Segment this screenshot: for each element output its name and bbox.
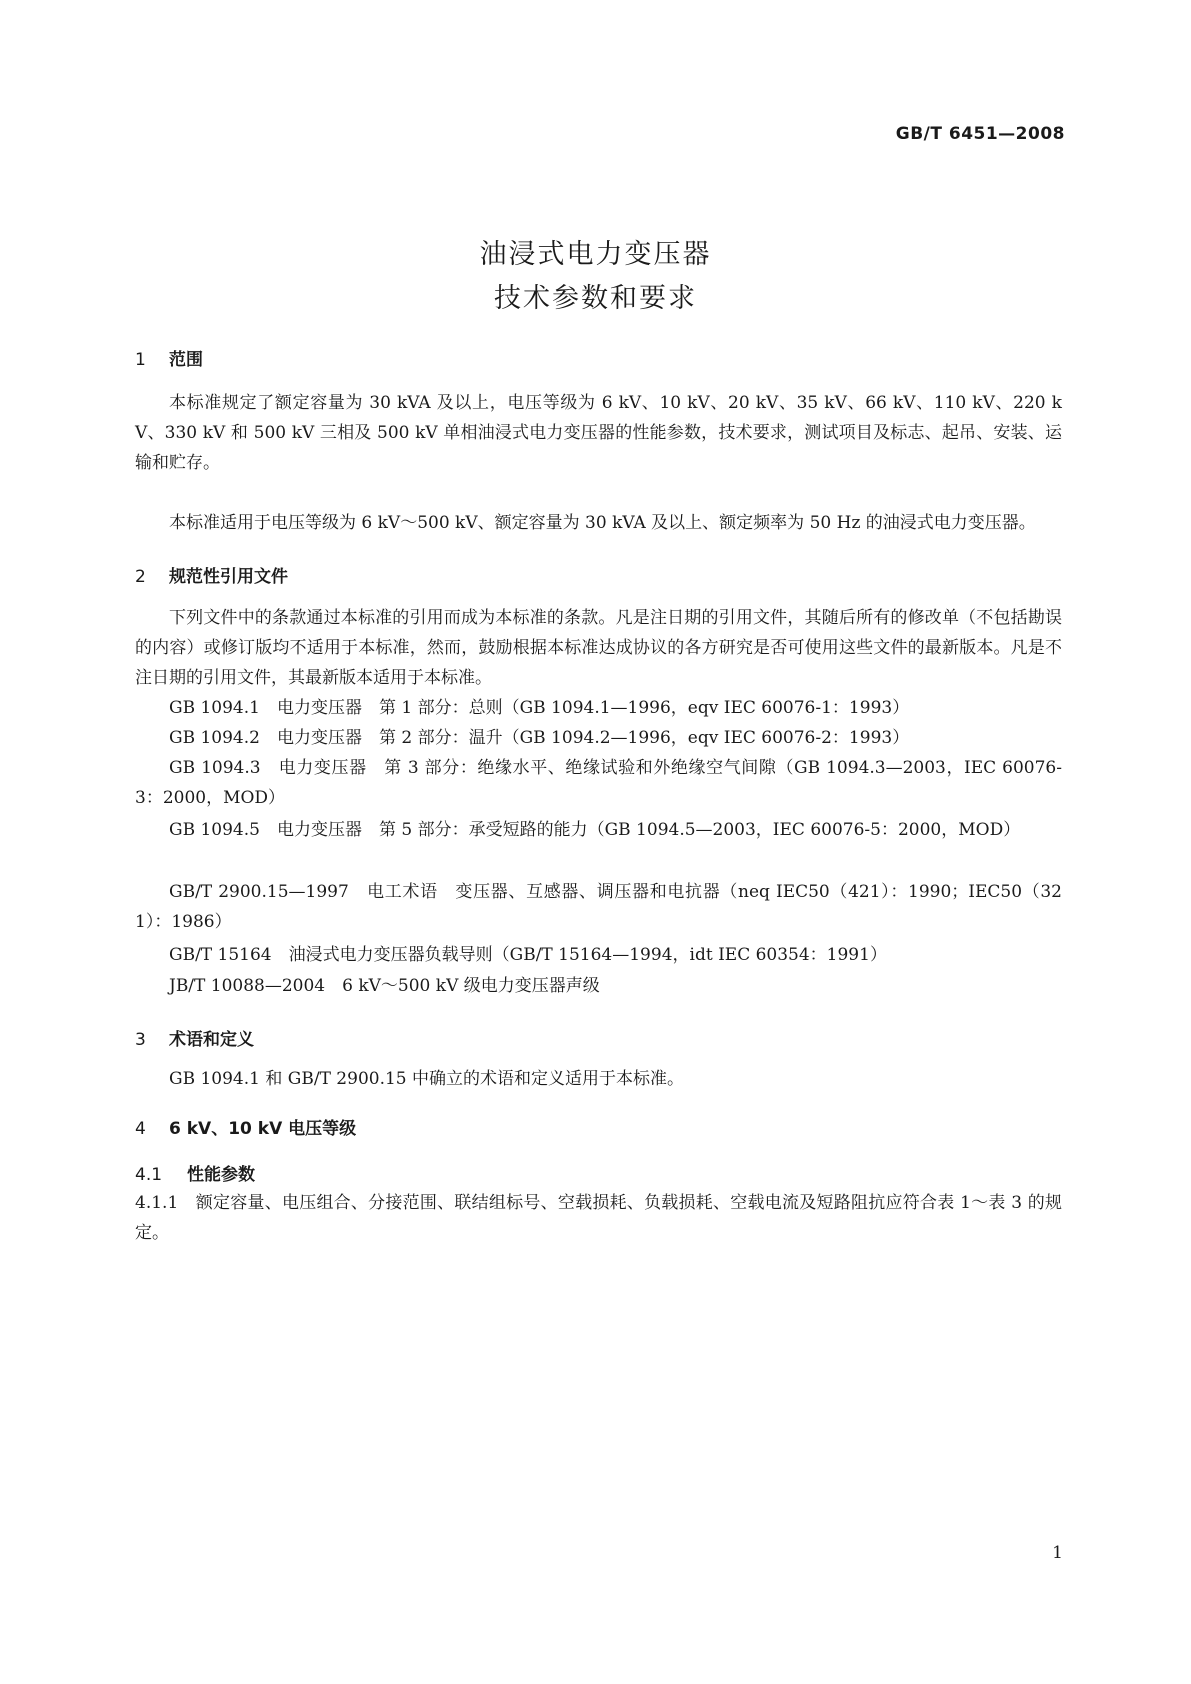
section-1-heading: [135, 345, 203, 370]
section-number: 3: [135, 1030, 146, 1050]
subsection-number: 4.1: [135, 1165, 163, 1185]
section-1-paragraph-1: 本标准规定了额定容量为 30 kVA 及以上，电压等级为 6 kV、10 kV、20 kV、35 kV、66 kV、110 kV、220 kV、330 kV 和 500 kV 三相及 500 kV 单相油浸式电力变压器的性能参数，技术要求，测试项目及标志、起吊、安装、运输和贮存。: [135, 393, 1062, 473]
section-3-heading: [135, 1025, 254, 1050]
section-number: 1: [135, 350, 146, 370]
subsection-4-1-heading: [135, 1160, 255, 1185]
section-number: 2: [135, 567, 146, 587]
section-2-heading: [135, 562, 288, 587]
section-1-paragraph-2: 本标准适用于电压等级为 6 kV～500 kV、额定容量为 30 kVA 及以上、额定频率为 50 Hz 的油浸式电力变压器。: [169, 513, 1036, 533]
section-title: 6 kV、10 kV 电压等级: [169, 1119, 357, 1139]
reference-item: GB/T 2900.15—1997 电工术语 变压器、互感器、调压器和电抗器（neq IEC50（421）：1990；IEC50（321）：1986）: [135, 882, 1062, 932]
standard-code: GB/T 6451—2008: [895, 124, 1065, 144]
document-title-line1: 油浸式电力变压器: [479, 239, 712, 270]
section-title: 术语和定义: [169, 1030, 254, 1050]
reference-item: GB 1094.3 电力变压器 第 3 部分：绝缘水平、绝缘试验和外绝缘空气间隙（GB 1094.3—2003，IEC 60076-3：2000，MOD）: [135, 758, 1062, 808]
section-number: 4: [135, 1119, 146, 1139]
clause-4-1-1: 4.1.1 额定容量、电压组合、分接范围、联结组标号、空载损耗、负载损耗、空载电流及短路阻抗应符合表 1～表 3 的规定。: [135, 1193, 1062, 1243]
reference-item: GB 1094.5 电力变压器 第 5 部分：承受短路的能力（GB 1094.5—2003，IEC 60076-5：2000，MOD）: [169, 820, 1021, 840]
page-number: 1: [1052, 1543, 1063, 1563]
section-3-paragraph-1: GB 1094.1 和 GB/T 2900.15 中确立的术语和定义适用于本标准。: [169, 1069, 685, 1089]
reference-item: GB/T 15164 油浸式电力变压器负载导则（GB/T 15164—1994，idt IEC 60354：1991）: [169, 945, 887, 965]
subsection-title: 性能参数: [187, 1165, 255, 1185]
section-2-paragraph-1: 下列文件中的条款通过本标准的引用而成为本标准的条款。凡是注日期的引用文件，其随后所有的修改单（不包括勘误的内容）或修订版均不适用于本标准，然而，鼓励根据本标准达成协议的各方研究是否可使用这些文件的最新版本。凡是不注日期的引用文件，其最新版本适用于本标准。: [135, 608, 1062, 688]
reference-item: GB 1094.2 电力变压器 第 2 部分：温升（GB 1094.2—1996，eqv IEC 60076-2：1993）: [169, 728, 910, 748]
section-4-heading: [135, 1114, 356, 1139]
reference-item: JB/T 10088—2004 6 kV～500 kV 级电力变压器声级: [169, 976, 600, 996]
document-title-line2: 技术参数和要求: [494, 283, 697, 314]
section-title: 规范性引用文件: [169, 567, 288, 587]
section-title: 范围: [169, 350, 203, 370]
reference-item: GB 1094.1 电力变压器 第 1 部分：总则（GB 1094.1—1996，eqv IEC 60076-1：1993）: [169, 698, 910, 718]
